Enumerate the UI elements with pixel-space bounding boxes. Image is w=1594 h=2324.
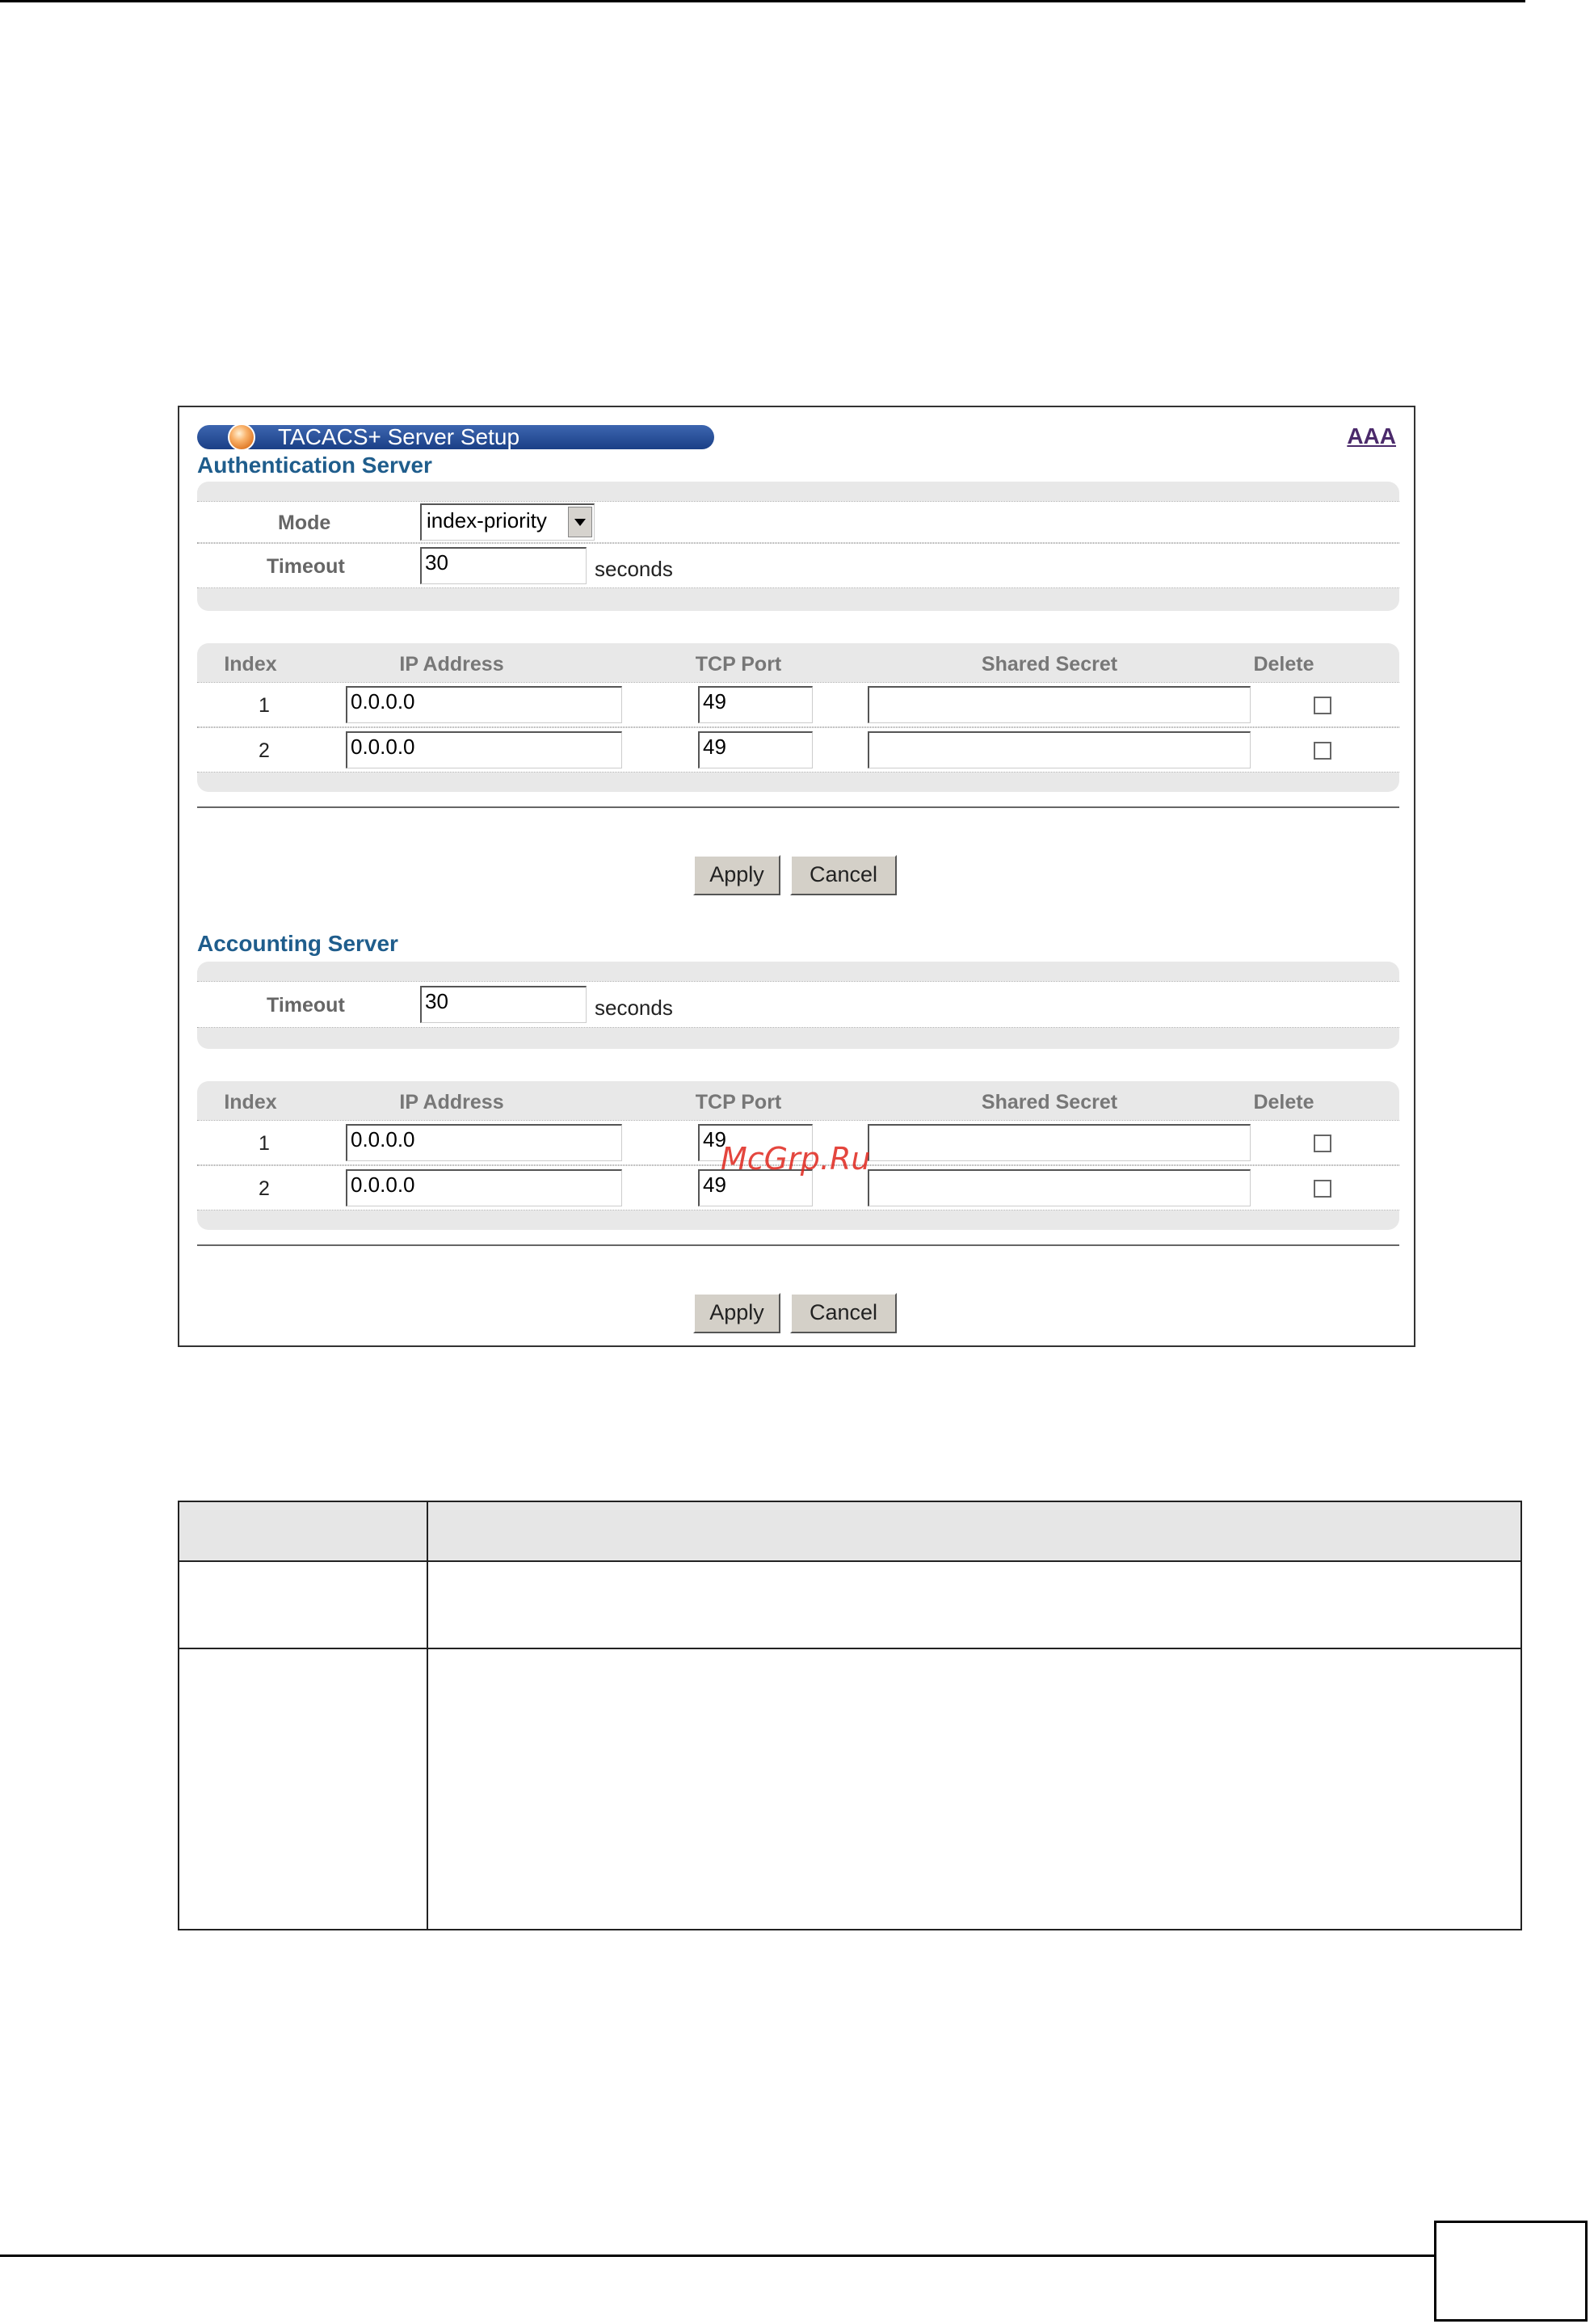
tcp-port-input[interactable]: 49 [698, 686, 813, 723]
top-rule [0, 0, 1525, 2]
delete-checkbox[interactable] [1314, 1135, 1331, 1152]
acct-timeout-row [197, 981, 1399, 1028]
watermark: McGrp.Ru [721, 1141, 871, 1177]
section-divider [197, 806, 1399, 808]
ip-address-input[interactable]: 0.0.0.0 [346, 1169, 622, 1206]
shared-secret-input[interactable] [868, 1124, 1251, 1161]
ip-address-input[interactable]: 0.0.0.0 [346, 686, 622, 723]
section-divider [197, 1244, 1399, 1246]
table-column-divider [427, 1502, 428, 1929]
col-tcp-port: TCP Port [695, 653, 782, 676]
delete-checkbox[interactable] [1314, 742, 1331, 760]
table-row [197, 682, 1399, 727]
col-delete: Delete [1253, 1091, 1314, 1114]
col-shared-secret: Shared Secret [981, 653, 1118, 676]
auth-server-table [197, 643, 1399, 792]
delete-checkbox[interactable] [1314, 697, 1331, 714]
auth-timeout-row [197, 543, 1399, 588]
tcp-port-input[interactable]: 49 [698, 1124, 813, 1161]
description-table [178, 1501, 1522, 1930]
auth-section-title: Authentication Server [197, 453, 432, 478]
tacacs-setup-panel [178, 406, 1415, 1347]
shared-secret-input[interactable] [868, 1169, 1251, 1206]
chevron-down-icon[interactable] [568, 507, 592, 537]
bottom-rule [0, 2255, 1434, 2257]
col-ip-address: IP Address [399, 1091, 504, 1114]
acct-apply-button[interactable]: Apply [693, 1293, 780, 1333]
table-row [197, 727, 1399, 773]
col-index: Index [224, 1091, 277, 1114]
delete-checkbox[interactable] [1314, 1180, 1331, 1198]
mode-select-value: index-priority [427, 508, 547, 533]
row-index: 2 [259, 739, 270, 762]
auth-cancel-button[interactable]: Cancel [790, 855, 897, 895]
col-tcp-port: TCP Port [695, 1091, 782, 1114]
shared-secret-input[interactable] [868, 731, 1251, 768]
orb-icon [228, 423, 255, 451]
panel-title-bar [197, 425, 714, 449]
row-index: 1 [259, 1132, 270, 1155]
panel-title: TACACS+ Server Setup [278, 424, 520, 449]
mode-label: Mode [278, 512, 331, 534]
col-ip-address: IP Address [399, 653, 504, 676]
tcp-port-input[interactable]: 49 [698, 1169, 813, 1206]
auth-mode-row [197, 501, 1399, 543]
acct-section-title: Accounting Server [197, 931, 398, 956]
row-index: 1 [259, 694, 270, 717]
timeout-label: Timeout [267, 994, 345, 1017]
auth-timeout-input[interactable]: 30 [420, 547, 587, 584]
auth-apply-button[interactable]: Apply [693, 855, 780, 895]
table-row-divider [179, 1648, 1520, 1649]
description-table-header [179, 1502, 1520, 1562]
acct-cancel-button[interactable]: Cancel [790, 1293, 897, 1333]
aaa-link[interactable]: AAA [1347, 423, 1396, 448]
col-index: Index [224, 653, 277, 676]
auth-settings-box [197, 482, 1399, 611]
acct-settings-box [197, 962, 1399, 1049]
acct-timeout-input[interactable]: 30 [420, 986, 587, 1023]
col-shared-secret: Shared Secret [981, 1091, 1118, 1114]
shared-secret-input[interactable] [868, 686, 1251, 723]
timeout-unit: seconds [595, 996, 673, 1020]
ip-address-input[interactable]: 0.0.0.0 [346, 731, 622, 768]
col-delete: Delete [1253, 653, 1314, 676]
tcp-port-input[interactable]: 49 [698, 731, 813, 768]
ip-address-input[interactable]: 0.0.0.0 [346, 1124, 622, 1161]
row-index: 2 [259, 1177, 270, 1200]
mode-select[interactable] [420, 503, 595, 541]
page-number-box [1434, 2221, 1588, 2322]
timeout-label: Timeout [267, 555, 345, 578]
timeout-unit: seconds [595, 557, 673, 581]
